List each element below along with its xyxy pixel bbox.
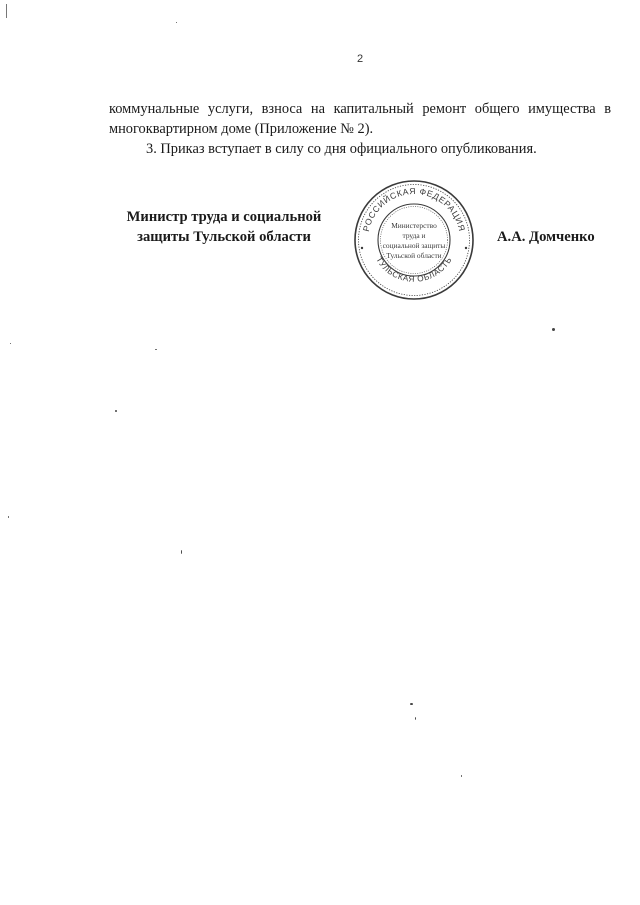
seal-stamp-icon (352, 178, 476, 302)
signatory-position-line: Министр труда и социальной (126, 209, 322, 225)
signatory-name: А.А. Домченко (497, 229, 595, 245)
paragraph-item-3: 3. Приказ вступает в силу со дня официального опубликования. (146, 141, 537, 157)
scan-speck (176, 22, 177, 23)
signatory-position (108, 207, 340, 247)
scan-speck (461, 775, 462, 777)
scan-speck (115, 410, 117, 412)
scan-speck (181, 550, 182, 554)
document-body (109, 99, 611, 159)
scan-speck (10, 343, 11, 344)
seal-center-line: Министерство (391, 221, 437, 230)
paragraph-line: многоквартирном доме (Приложение № 2). (109, 121, 374, 137)
scan-speck (410, 703, 413, 705)
scan-edge-mark (6, 4, 7, 18)
page-number: 2 (356, 53, 364, 65)
seal-ring-text-bottom: ТУЛЬСКАЯ ОБЛАСТЬ (374, 255, 454, 284)
official-seal (352, 178, 476, 302)
scan-speck (415, 717, 416, 720)
seal-ring-text-top: РОССИЙСКАЯ ФЕДЕРАЦИЯ (360, 185, 468, 233)
signatory-position-line: защиты Тульской области (137, 229, 311, 245)
seal-center-line: Тульской области (386, 251, 442, 260)
scan-speck (552, 328, 555, 331)
scan-speck (8, 516, 9, 518)
paragraph-continuation (109, 99, 611, 139)
paragraph-line: коммунальные услуги, взноса на капитальный ремонт общего имущества в (109, 101, 611, 117)
seal-center-line: социальной защиты (382, 241, 446, 250)
seal-center-line: труда и (402, 231, 426, 240)
scan-speck (155, 349, 157, 350)
